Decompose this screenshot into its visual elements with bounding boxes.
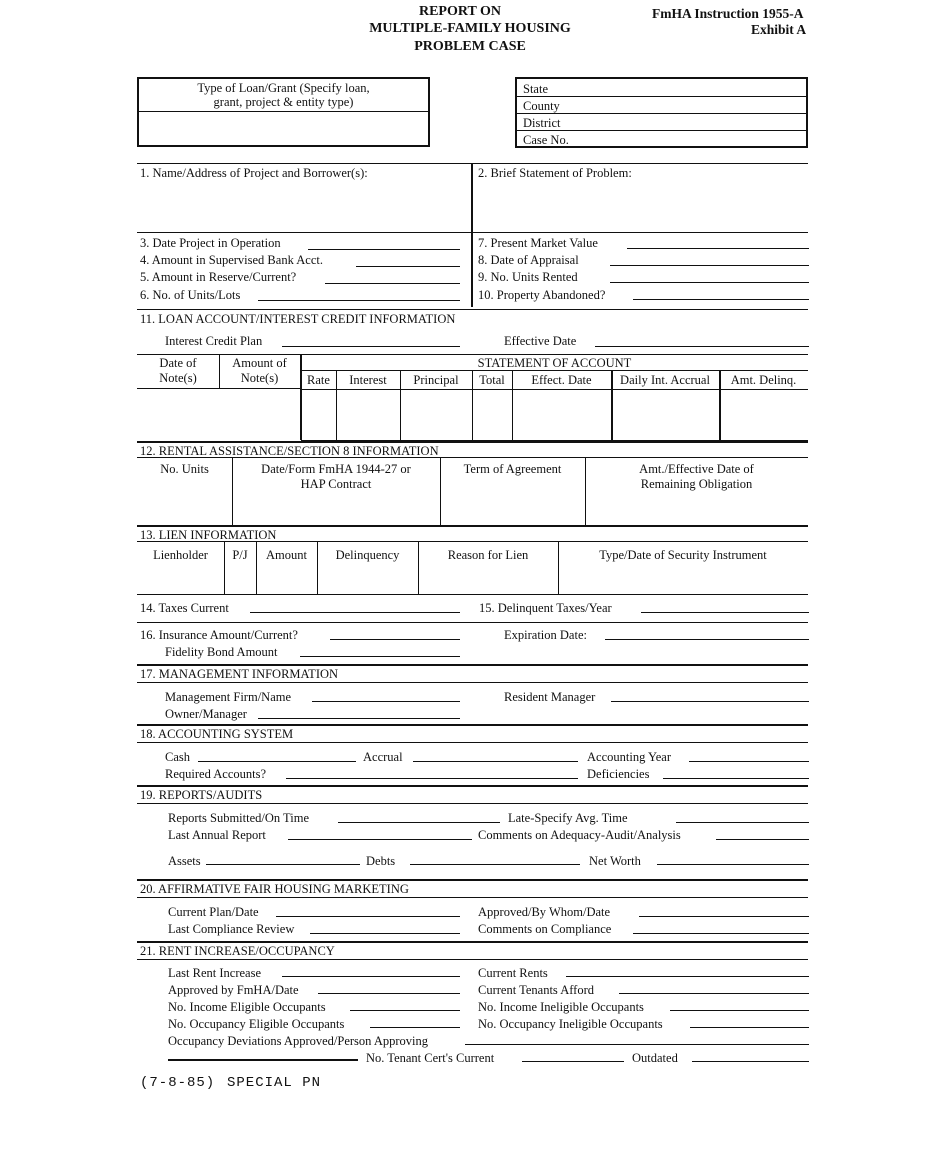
units-rented-label: 9. No. Units Rented [478, 270, 578, 284]
lien-amount-header: Amount [266, 548, 307, 562]
delinquency-header: Delinquency [335, 548, 400, 562]
last-compliance-review-field[interactable] [310, 933, 460, 934]
amount-of-note-header-1: Amount of [232, 356, 287, 370]
adequacy-comments-label: Comments on Adequacy-Audit/Analysis [478, 828, 681, 842]
occupancy-ineligible-label: No. Occupancy Ineligible Occupants [478, 1017, 663, 1031]
occupancy-eligible-label: No. Occupancy Eligible Occupants [168, 1017, 345, 1031]
reason-for-lien-header: Reason for Lien [447, 548, 529, 562]
remaining-obligation-header-2: Remaining Obligation [640, 477, 753, 491]
appraisal-date-field[interactable] [610, 265, 809, 266]
insurance-amount-field[interactable] [330, 639, 460, 640]
tenants-afford-field[interactable] [619, 993, 809, 994]
compliance-comments-label: Comments on Compliance [478, 922, 612, 936]
appraisal-date-label: 8. Date of Appraisal [478, 253, 579, 267]
amount-of-note-header-2: Note(s) [240, 371, 279, 385]
assets-label: Assets [168, 854, 201, 868]
occupancy-ineligible-field[interactable] [690, 1027, 809, 1028]
market-value-field[interactable] [627, 248, 809, 249]
reports-submitted-field[interactable] [338, 822, 500, 823]
report-title-line-1: REPORT ON [418, 4, 502, 19]
debts-field[interactable] [410, 864, 580, 865]
cash-label: Cash [165, 750, 190, 764]
remaining-obligation-header-1: Amt./Effective Date of [639, 462, 754, 476]
fair-housing-section-title: 20. AFFIRMATIVE FAIR HOUSING MARKETING [140, 882, 409, 896]
outdated-label: Outdated [632, 1051, 678, 1065]
rental-assistance-section-title: 12. RENTAL ASSISTANCE/SECTION 8 INFORMATION [140, 444, 439, 458]
reports-submitted-label: Reports Submitted/On Time [168, 811, 309, 825]
current-rents-label: Current Rents [478, 966, 548, 980]
expiration-date-field[interactable] [605, 639, 809, 640]
delinquent-taxes-label: 15. Delinquent Taxes/Year [479, 601, 612, 615]
adequacy-comments-field[interactable] [716, 839, 809, 840]
date-of-note-header-1: Date of [159, 356, 197, 370]
reserve-current-label: 5. Amount in Reserve/Current? [140, 270, 297, 284]
exhibit-label: Exhibit A [751, 22, 807, 37]
date-form-header-2: HAP Contract [300, 477, 372, 491]
last-rent-increase-field[interactable] [282, 976, 460, 977]
management-firm-label: Management Firm/Name [165, 690, 292, 704]
interest-credit-plan-field[interactable] [282, 346, 460, 347]
pj-header: P/J [232, 548, 248, 562]
taxes-current-field[interactable] [250, 612, 460, 613]
deficiencies-label: Deficiencies [587, 767, 650, 781]
units-lots-field[interactable] [258, 300, 460, 301]
lienholder-header: Lienholder [153, 548, 208, 562]
income-eligible-field[interactable] [350, 1010, 460, 1011]
date-form-header-1: Date/Form FmHA 1944-27 or [261, 462, 411, 476]
effective-date-field[interactable] [595, 346, 809, 347]
effective-date-label: Effective Date [504, 334, 577, 348]
late-avg-time-label: Late-Specify Avg. Time [508, 811, 628, 825]
late-avg-time-field[interactable] [676, 822, 809, 823]
interest-credit-plan-label: Interest Credit Plan [165, 334, 263, 348]
accrual-field[interactable] [413, 761, 578, 762]
occupancy-deviations-label: Occupancy Deviations Approved/Person Approving [168, 1034, 429, 1048]
owner-manager-field[interactable] [258, 718, 460, 719]
net-worth-field[interactable] [657, 864, 809, 865]
date-project-operation-field[interactable] [308, 249, 460, 250]
rate-column-header: Rate [307, 373, 330, 387]
required-accounts-field[interactable] [286, 778, 578, 779]
loan-type-label-2: grant, project & entity type) [213, 95, 354, 109]
statement-of-account-header: STATEMENT OF ACCOUNT [477, 356, 632, 370]
total-column-header: Total [479, 373, 505, 387]
name-address-label: 1. Name/Address of Project and Borrower(s): [140, 166, 368, 180]
last-compliance-review-label: Last Compliance Review [168, 922, 295, 936]
outdated-field[interactable] [692, 1061, 809, 1062]
taxes-current-label: 14. Taxes Current [140, 601, 229, 615]
accounting-section-title: 18. ACCOUNTING SYSTEM [140, 727, 294, 741]
deficiencies-field[interactable] [663, 778, 809, 779]
revision-date: (7-8-85) [140, 1075, 216, 1091]
accounting-year-label: Accounting Year [587, 750, 672, 764]
net-worth-label: Net Worth [589, 854, 641, 868]
current-plan-label: Current Plan/Date [168, 905, 259, 919]
owner-manager-label: Owner/Manager [165, 707, 247, 721]
approved-fmha-date-field[interactable] [318, 993, 460, 994]
delinquent-taxes-field[interactable] [641, 612, 809, 613]
approved-fmha-date-label: Approved by FmHA/Date [168, 983, 299, 997]
loan-type-field[interactable] [140, 114, 427, 144]
units-rented-field[interactable] [610, 282, 809, 283]
supervised-bank-field[interactable] [356, 266, 460, 267]
occupancy-eligible-field[interactable] [370, 1027, 460, 1028]
special-pn-label: SPECIAL PN [227, 1075, 322, 1091]
units-lots-label: 6. No. of Units/Lots [140, 288, 241, 302]
report-title-line-2: MULTIPLE-FAMILY HOUSING [369, 21, 571, 36]
resident-manager-label: Resident Manager [504, 690, 596, 704]
case-number-label: Case No. [523, 133, 569, 147]
last-annual-report-label: Last Annual Report [168, 828, 266, 842]
income-eligible-label: No. Income Eligible Occupants [168, 1000, 326, 1014]
term-of-agreement-header: Term of Agreement [463, 462, 562, 476]
loan-type-label-1: Type of Loan/Grant (Specify loan, [197, 81, 370, 95]
supervised-bank-label: 4. Amount in Supervised Bank Acct. [140, 253, 323, 267]
date-of-note-header-2: Note(s) [159, 371, 197, 385]
last-annual-report-field[interactable] [288, 839, 472, 840]
county-label: County [523, 99, 560, 113]
property-abandoned-label: 10. Property Abandoned? [478, 288, 606, 302]
income-ineligible-label: No. Income Ineligible Occupants [478, 1000, 644, 1014]
report-title-line-3: PROBLEM CASE [414, 39, 526, 54]
accrual-label: Accrual [363, 750, 403, 764]
fidelity-bond-label: Fidelity Bond Amount [165, 645, 278, 659]
tenants-afford-label: Current Tenants Afford [478, 983, 595, 997]
amount-delinquent-column-header: Amt. Delinq. [730, 373, 797, 387]
current-rents-field[interactable] [566, 976, 809, 977]
principal-column-header: Principal [413, 373, 459, 387]
approved-by-field[interactable] [639, 916, 809, 917]
accounting-year-field[interactable] [689, 761, 809, 762]
problem-statement-label: 2. Brief Statement of Problem: [478, 166, 632, 180]
market-value-label: 7. Present Market Value [478, 236, 598, 250]
loan-account-section-title: 11. LOAN ACCOUNT/INTEREST CREDIT INFORMATION [140, 312, 456, 326]
occupancy-deviations-field-2[interactable] [168, 1059, 358, 1061]
no-units-header: No. Units [160, 462, 209, 476]
management-section-title: 17. MANAGEMENT INFORMATION [140, 667, 339, 681]
management-firm-field[interactable] [312, 701, 460, 702]
tenant-certs-label: No. Tenant Cert's Current [366, 1051, 495, 1065]
insurance-amount-label: 16. Insurance Amount/Current? [140, 628, 298, 642]
reports-audits-section-title: 19. REPORTS/AUDITS [140, 788, 263, 802]
fidelity-bond-field[interactable] [300, 656, 460, 657]
required-accounts-label: Required Accounts? [165, 767, 267, 781]
current-plan-field[interactable] [276, 916, 460, 917]
occupancy-deviations-field[interactable] [465, 1044, 809, 1045]
resident-manager-field[interactable] [611, 701, 809, 702]
instruction-number: FmHA Instruction 1955-A [652, 6, 804, 21]
security-instrument-header: Type/Date of Security Instrument [599, 548, 767, 562]
last-rent-increase-label: Last Rent Increase [168, 966, 262, 980]
income-ineligible-field[interactable] [670, 1010, 809, 1011]
tenant-certs-field[interactable] [522, 1061, 624, 1062]
state-label: State [523, 82, 548, 96]
expiration-date-label: Expiration Date: [504, 628, 587, 642]
debts-label: Debts [366, 854, 396, 868]
date-project-operation-label: 3. Date Project in Operation [140, 236, 281, 250]
compliance-comments-field[interactable] [633, 933, 809, 934]
interest-column-header: Interest [349, 373, 387, 387]
rent-occupancy-section-title: 21. RENT INCREASE/OCCUPANCY [140, 944, 335, 958]
district-label: District [523, 116, 561, 130]
approved-by-label: Approved/By Whom/Date [478, 905, 611, 919]
reserve-current-field[interactable] [325, 283, 460, 284]
assets-field[interactable] [206, 864, 360, 865]
lien-information-section-title: 13. LIEN INFORMATION [140, 528, 277, 542]
daily-interest-column-header: Daily Int. Accrual [620, 373, 710, 387]
cash-field[interactable] [198, 761, 356, 762]
property-abandoned-field[interactable] [633, 299, 809, 300]
effect-date-column-header: Effect. Date [531, 373, 592, 387]
